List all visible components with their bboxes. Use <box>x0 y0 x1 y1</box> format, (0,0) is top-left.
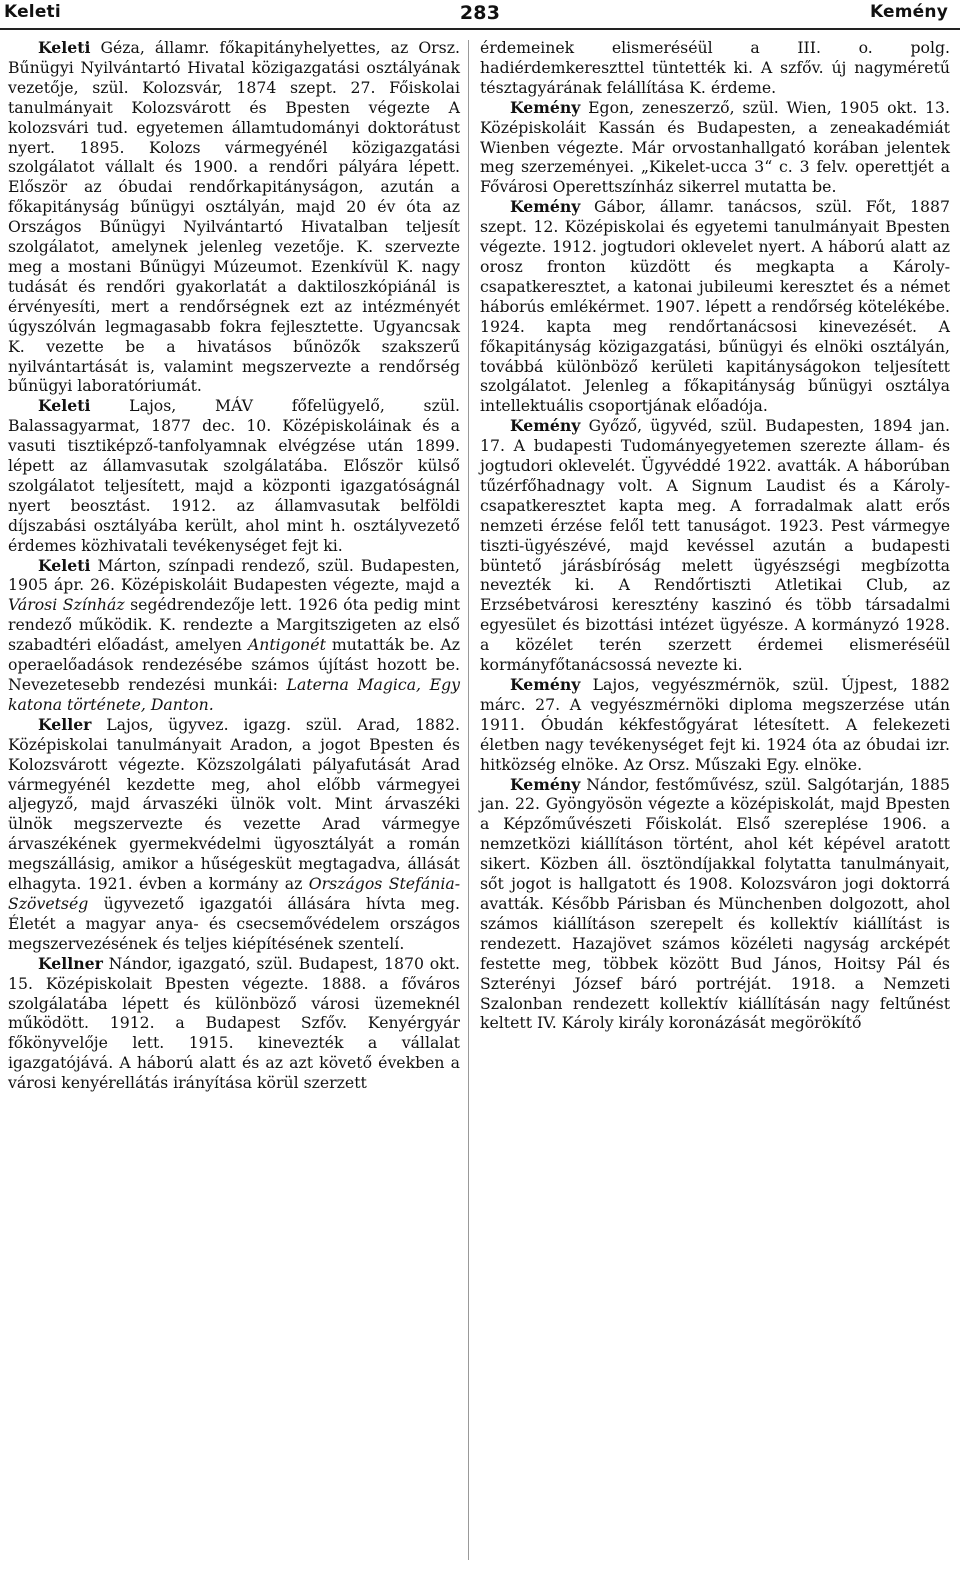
entry-text: Nándor, igazgató, szül. Budapest, 1870 okt. 15. Középiskolait Bpesten végezte. 1888. a főváros szolgálatába lépett és különböző városi üzemeknél működött. 1912. a Budapest Szfőv. Kenyérgyár főkönyvelője lett. 1915. kinevezték a vállalat igazgatójává. A háború alatt és az azt követő években a városi kenyérellátás irányítása körül szerzett <box>8 953 460 1093</box>
biography-entry <box>8 556 460 715</box>
entry-text: Géza, államr. főkapitányhelyettes, az Orsz. Bűnügyi Nyilvántartó Hivatal közigazgatási osztályának vezetője, szül. Kolozsvár, 1874 szept. 27. Főiskolai tanulmányait Kolozsvárott és Bpesten végezte A kolozsvári tud. egyetemen államtudományi doktorátust nyert. 1895. Kolozs vármegyénél közigazgatási szolgálatot vállalt és 1900. a rendőri pályára lépett. Először az óbudai rendőrkapitányságon, azután a főkapitányság bűnügyi osztályán, majd 20 év óta az Országos Bűnügyi Nyilvántartó Hivatalban teljesít szolgálatot, amelynek jelenleg vezetője. K. szervezte meg a mostani Bűnügyi Múzeumot. Ezenkívül K. nagy tudását és rendőri gyakorlatát a daktiloszkópiánál is érvényesíti, mert a rendőrségnek ezt az intézményét úgyszólván legmagasabb fokra fejlesztette. Ugyancsak K. vezette be a hivatásos bűnözők szakszerű nyilvántartását is, valamint megszervezte a rendőrség bűnügyi laboratóriumát. <box>8 38 460 396</box>
biography-entry <box>480 775 950 1034</box>
entry-surname: Kellner <box>38 953 103 973</box>
entry-surname: Keller <box>38 714 92 734</box>
entry-text: segédrendezője lett. 1926 óta pedig mint rendező működik. K. rendezte a Margitszigeten az első szabadtéri előadást, amelyen <box>8 595 461 655</box>
entry-text-italic: Laterna Magica, Egy katona története, Danton. <box>8 675 460 714</box>
page-number: 283 <box>459 2 501 24</box>
entry-surname: Keleti <box>38 38 91 57</box>
right-column <box>480 38 950 1033</box>
entry-text: Győző, ügyvéd, szül. Budapesten, 1894 jan. 17. A budapesti Tudományegyetemen szerezte állam- és jogtudori oklevelét. Ügyvéddé 1922. avatták. A háborúban tűzérfőhadnagy volt. A Signum Laudist és a Károly-csapatkeresztet kapta meg. A forradalmak alatt erős nemzeti érzése felől tett tanuságot. 1923. Pest vármegye tiszti-ügyészévé, majd kevéssel azután a budapesti büntető járásbíróság melett ügyészségi megbízotta nevezték ki. A Rendőrtiszti Atletikai Club, az Erzsébetvárosi keresztény kaszinó és több társadalmi egyesület és bizottási intézet ügyésze. A kormányzó 1928. a közélet terén szerzett érdemei elismeréséül kormányfőtanácsossá nevezte ki. <box>480 416 950 675</box>
entry-surname: Kemény <box>510 416 581 436</box>
page-header <box>0 0 960 30</box>
entry-text: Gábor, államr. tanácsos, szül. Főt, 1887 szept. 12. Középiskolai és egyetemi tanulmányait Bpesten végezte. 1912. jogtudori oklevelet nyert. A háború alatt az orosz fronton küzdött és megkapta a Károly-csapatkeresztet, a katonai jubileumi keresztet és a német háborús emlékérmet. 1907. lépett a rendőrség kötelékébe. 1924. kapta meg rendőrtanácsosi kinevezését. A főkapitányság közigazgatási, bűnügyi és elnöki osztályán, továbbá különböző kerületi kapitányságokon teljesített szolgálatot. Jelenleg a főkapitányság bűnügyi osztálya intellektuális csoportjának előadója. <box>480 197 950 416</box>
entry-surname: Kemény <box>510 197 581 217</box>
entry-text-italic: Városi Színház <box>8 595 125 615</box>
entry-text: Egon, zeneszerző, szül. Wien, 1905 okt. 13. Középiskoláit Kassán és Budapesten, a zeneakadémiát Wienben végezte. Már orvostanhallgató korában jelentek meg szerzeményei. „Kikelet-ucca 3“ c. 3 felv. operettjét a Fővárosi Operettszínház sikerrel mutatta be. <box>480 97 950 197</box>
entry-surname: Keleti <box>38 396 91 416</box>
entry-surname: Kemény <box>510 97 581 117</box>
biography-entry <box>8 38 460 396</box>
entry-text: Márton, színpadi rendező, szül. Budapesten, 1905 ápr. 26. Középiskoláit Budapesten végezte, majd a <box>8 555 460 595</box>
entry-surname: Kemény <box>510 774 581 794</box>
entry-text: Lajos, ügyvez. igazg. szül. Arad, 1882. Középiskolai tanulmányait Aradon, a jogot Bpesten és Kolozsvárott végezte. Közszolgálati pályafutását Arad vármegyénél kezdette meg, ahol előbb vármegyei aljegyző, majd árvaszéki ülnök volt. Mint árvaszéki ülnök megszervezte és vezette Arad vármegye árvaszékének gyermekvédelmi ügyosztályát a román megszállásig, amikor a hűségesküt megtagadva, állását elhagyta. 1921. évben a kormány az <box>8 714 460 894</box>
biography-entry <box>480 675 950 775</box>
entry-text-italic: Országos Stefánia-Szövetség <box>8 874 460 913</box>
entry-surname: Kemény <box>510 675 581 694</box>
biography-entry <box>8 954 460 1093</box>
header-right-guide-word: Kemény <box>869 2 948 22</box>
entry-text-italic: Antigonét <box>247 635 326 655</box>
header-left-guide-word: Keleti <box>4 2 61 22</box>
biography-entry <box>480 197 950 416</box>
entry-text: Lajos, vegyészmérnök, szül. Újpest, 1882 márc. 27. A vegyészmérnöki diploma megszerzése után 1911. Óbudán kékfestőgyárat létesített. A felekezeti életben nagy tevékenységet fejt ki. 1924 óta az óbudai izr. hitközség elnöke. Az Orsz. Műszaki Egy. elnöke. <box>480 675 950 774</box>
entry-text: ügyvezető igazgatói állására hívta meg. Életét a magyar anya- és csecsemővédelem országos megszervezésének és teljes kiépítésének szentelí. <box>8 893 460 953</box>
biography-entry <box>480 38 950 98</box>
biography-entry <box>8 715 460 954</box>
biography-entry <box>8 396 460 555</box>
entry-text: Lajos, MÁV főfelügyelő, szül. Balassagyarmat, 1877 dec. 10. Középiskoláinak és a vasuti tisztiképző-tanfolyamnak elvégzése után 1899. lépett az államvasutak szolgálatába. Először külső szolgálatot teljesített, majd a központi igazgatóságnál nyert beosztást. 1912. az államvasutak belföldi díjszabási osztályába került, ahol mint h. osztályvezető érdemes közhivatali tevékenységet fejt ki. <box>8 396 460 555</box>
entry-text: mutatták be. Az operaelőadások rendezésébe számos újítást hozott be. Nevezetesebb rendezési munkái: <box>8 635 460 694</box>
entry-surname: Keleti <box>38 555 91 575</box>
biography-entry <box>480 98 950 198</box>
left-column <box>8 38 460 1093</box>
column-divider <box>468 40 469 1560</box>
entry-text: érdemeinek elismeréséül a III. o. polg. hadiérdemkereszttel tüntették ki. A szfőv. új nagyméretű tésztagyárának felállítása K. érdeme. <box>480 38 950 97</box>
biography-entry <box>480 416 950 675</box>
entry-text: Nándor, festőművész, szül. Salgótarján, 1885 jan. 22. Gyöngyösön végezte a középiskolát, majd Bpesten a Képzőművészeti Főiskolát. Első szereplése 1906. a nemzetközi kiállításon történt, ahol két képével aratott sikert. Közben áll. ösztöndíjakkal folytatta tanulmányait, sőt jogot is hallgatott és 1908. Kolozsváron jogi doktorrá avatták. Később Párisban és Münchenben dolgozott, ahol számos kiállításon szerepelt és kollektív kiállítást is rendezett. Hazajövet számos közéleti nagyság arcképét festette meg, többek között Bud János, Hoitsy Pál és Szterényi József báró portréját. 1918. a Nemzeti Szalonban rendezett kollektív kiállításán nagy feltűnést keltett IV. Károly király koronázását megörökítő <box>480 774 950 1033</box>
